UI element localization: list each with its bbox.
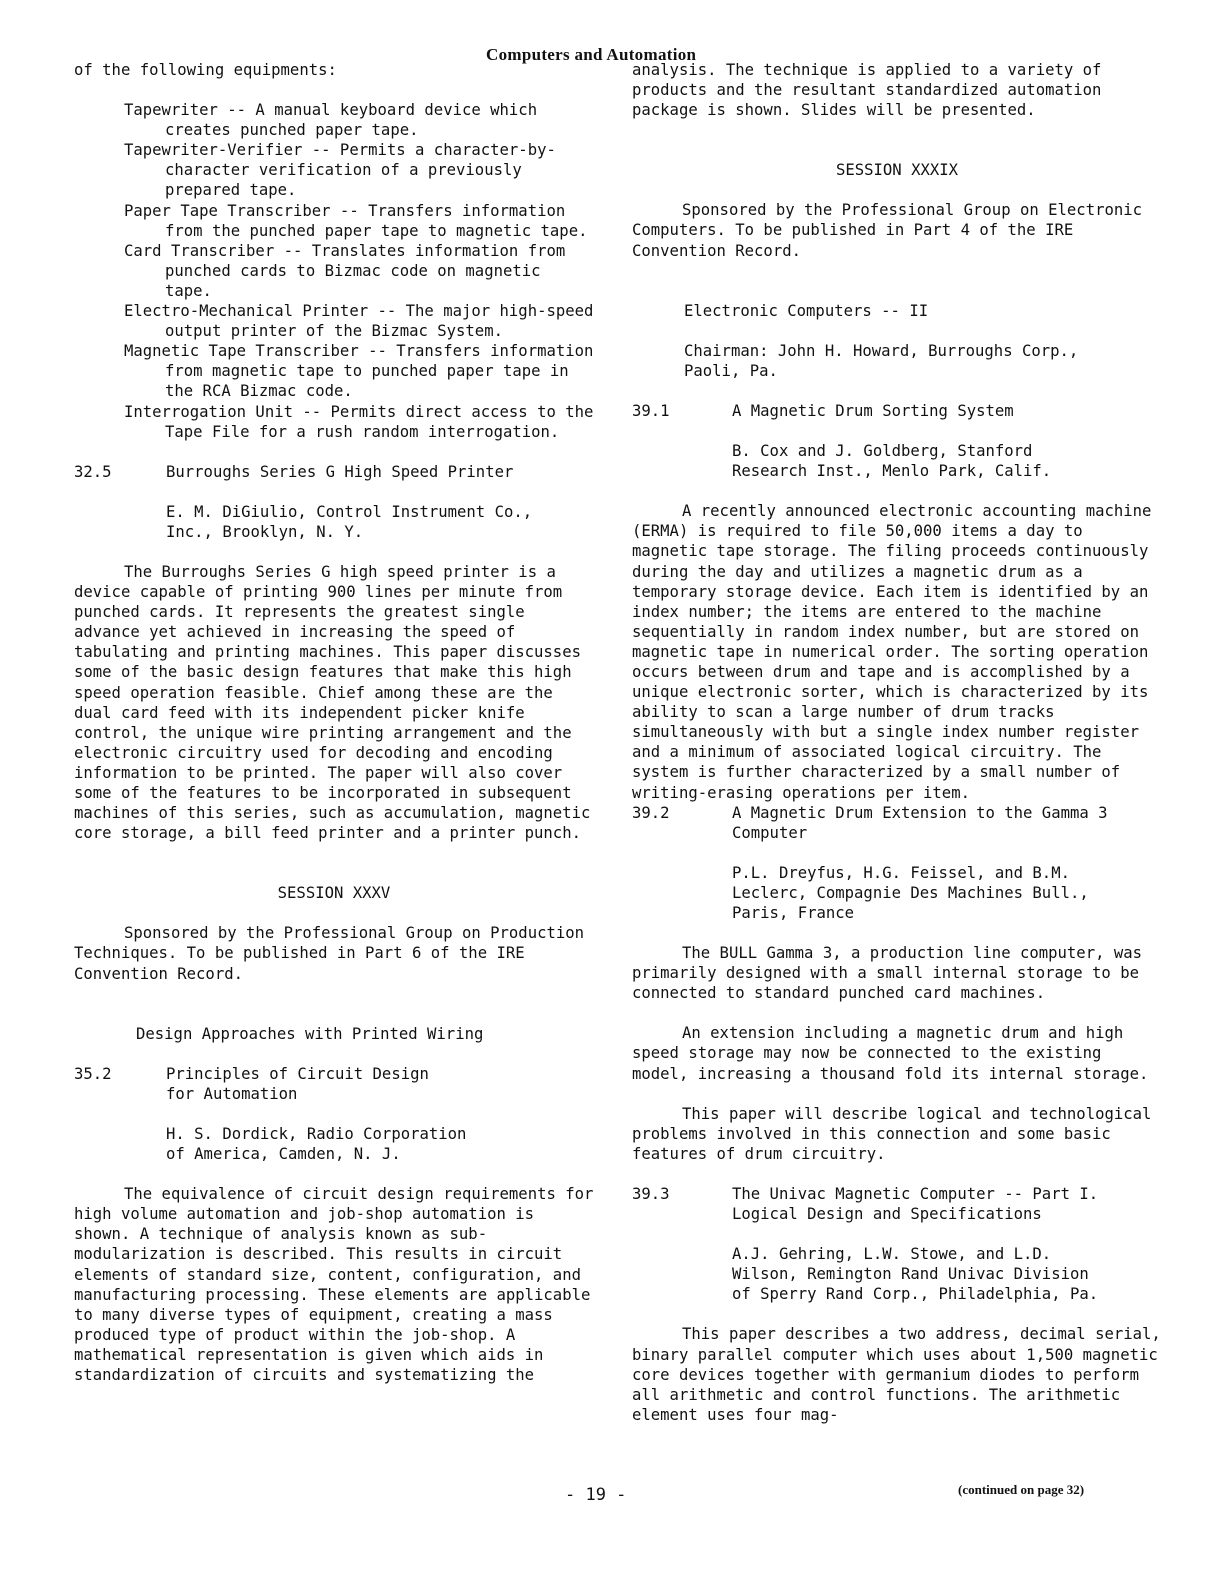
- session-chairman: Chairman: John H. Howard, Burroughs Corp., Paoli, Pa.: [684, 341, 1079, 380]
- paper-title: The Univac Magnetic Computer -- Part I. Logical Design and Specifications: [732, 1184, 1099, 1224]
- right-column: [632, 60, 1162, 1425]
- paper-number: 32.5: [74, 462, 112, 481]
- session-subheading: Design Approaches with Printed Wiring: [136, 1024, 484, 1043]
- continued-note: (continued on page 32): [958, 1482, 1085, 1497]
- session-subheading: Electronic Computers -- II: [684, 301, 929, 320]
- paper-abstract: The BULL Gamma 3, a production line computer, was primarily designed with a small internal storage to be connected to standard punched card machines.: [632, 944, 1143, 1003]
- paper-35-2-heading: [74, 1064, 594, 1104]
- paper-abstract: This paper describes a two address, decimal serial, binary parallel computer which uses about 1,500 magnetic core devices together with germanium diodes to perform all arithmetic and control functions. The arithmetic element uses four mag-: [632, 1325, 1161, 1424]
- session-heading: SESSION XXXIX: [835, 161, 959, 180]
- paper-authors: B. Cox and J. Goldberg, Stanford Research Inst., Menlo Park, Calif.: [732, 442, 1052, 481]
- paper-number: 39.1: [632, 401, 670, 420]
- equipment-item: Interrogation Unit -- Permits direct access to the Tape File for a rush random interrogation.: [124, 402, 594, 441]
- paper-title: A Magnetic Drum Sorting System: [732, 401, 1014, 420]
- page-number: - 19 -: [565, 1485, 627, 1505]
- paper-32-5-heading: [74, 462, 594, 482]
- paper-abstract: The equivalence of circuit design requirements for high volume automation and job-shop automation is shown. A technique of analysis known as sub-modularization is described. This results in circuit elements of standard size, content, configuration, and manufacturing processing. These elements are applicable to many diverse types of equipment, creating a mass produced type of product within the job-shop. A mathematical representation is given which aids in standardization of circuits and systematizing the: [74, 1185, 594, 1384]
- paper-title: Burroughs Series G High Speed Printer: [166, 462, 514, 481]
- equipment-list: [74, 100, 594, 442]
- left-column: [74, 60, 594, 1385]
- paper-title: Principles of Circuit Design for Automation: [166, 1064, 429, 1103]
- equipment-item: Paper Tape Transcriber -- Transfers information from the punched paper tape to magnetic tape.: [124, 201, 588, 240]
- paper-number: 35.2: [74, 1064, 112, 1083]
- paper-authors: E. M. DiGiulio, Control Instrument Co., Inc., Brooklyn, N. Y.: [166, 502, 533, 541]
- equipment-item: Tapewriter -- A manual keyboard device which creates punched paper tape.: [124, 101, 538, 140]
- paper-abstract: This paper will describe logical and technological problems involved in this connection and some basic features of drum circuitry.: [632, 1104, 1152, 1163]
- running-header: Computers and Automation: [486, 45, 697, 64]
- paper-authors: P.L. Dreyfus, H.G. Feissel, and B.M. Leclerc, Compagnie Des Machines Bull., Paris, France: [732, 863, 1089, 922]
- paper-authors: H. S. Dordick, Radio Corporation of America, Camden, N. J.: [166, 1124, 467, 1164]
- equipment-item: Tapewriter-Verifier -- Permits a character-by-character verification of a previously prepared tape.: [124, 141, 556, 200]
- paper-abstract: The Burroughs Series G high speed printer is a device capable of printing 900 lines per minute from punched cards. It represents the greatest single advance yet achieved in increasing the speed of tabulating and printing machines. This paper discusses some of the basic design features that make this high speed operation feasible. Chief among these are the dual card feed with its independent picker knife control, the unique wire printing arrangement and the electronic circuitry used for decoding and encoding information to be printed. The paper will also cover some of the features to be incorporated in subsequent machines of this series, such as accumulation, magnetic core storage, a bill feed printer and a printer punch.: [74, 562, 591, 843]
- paper-39-1-heading: [632, 401, 1162, 421]
- paper-39-2-heading: [632, 803, 1162, 843]
- paper-title: A Magnetic Drum Extension to the Gamma 3 Computer: [732, 803, 1108, 842]
- paper-authors: A.J. Gehring, L.W. Stowe, and L.D. Wilson, Remington Rand Univac Division of Sperry Rand Corp., Philadelphia, Pa.: [732, 1245, 1099, 1304]
- equipment-item: Magnetic Tape Transcriber -- Transfers information from magnetic tape to punched paper tape in the RCA Bizmac code.: [124, 342, 594, 401]
- paper-abstract: An extension including a magnetic drum and high speed storage may now be connected to the existing model, increasing a thousand fold its internal storage.: [632, 1024, 1149, 1083]
- paper-number: 39.3: [632, 1184, 670, 1203]
- session-heading: SESSION XXXV: [277, 884, 391, 903]
- equipment-item: Electro-Mechanical Printer -- The major high-speed output printer of the Bizmac System.: [124, 302, 594, 341]
- paper-39-3-heading: [632, 1184, 1162, 1224]
- session-sponsor: Sponsored by the Professional Group on Production Techniques. To be published in Part 6 of the IRE Convention Record.: [74, 924, 585, 983]
- paper-number: 39.2: [632, 803, 670, 822]
- session-sponsor: Sponsored by the Professional Group on Electronic Computers. To be published in Part 4 of the IRE Convention Record.: [632, 201, 1143, 260]
- intro-line: of the following equipments:: [74, 61, 337, 79]
- continuation-text: analysis. The technique is applied to a variety of products and the resultant standardized automation package is shown. Slides will be presented.: [632, 61, 1111, 120]
- paper-abstract: A recently announced electronic accounting machine (ERMA) is required to file 50,000 items a day to magnetic tape storage. The filing proceeds continuously during the day and utilizes a magnetic drum as a temporary storage device. Each item is identified by an index number; the items are entered to the machine sequentially in random index number, but are stored on magnetic tape in numerical order. The sorting operation occurs between drum and tape and is accomplished by a unique electronic sorter, which is characterized by its ability to scan a large number of drum tracks simultaneously with but a single index number register and a minimum of associated logical circuitry. The system is further characterized by a small number of writing-erasing operations per item.: [632, 502, 1152, 802]
- equipment-item: Card Transcriber -- Translates information from punched cards to Bizmac code on magnetic tape.: [124, 241, 566, 300]
